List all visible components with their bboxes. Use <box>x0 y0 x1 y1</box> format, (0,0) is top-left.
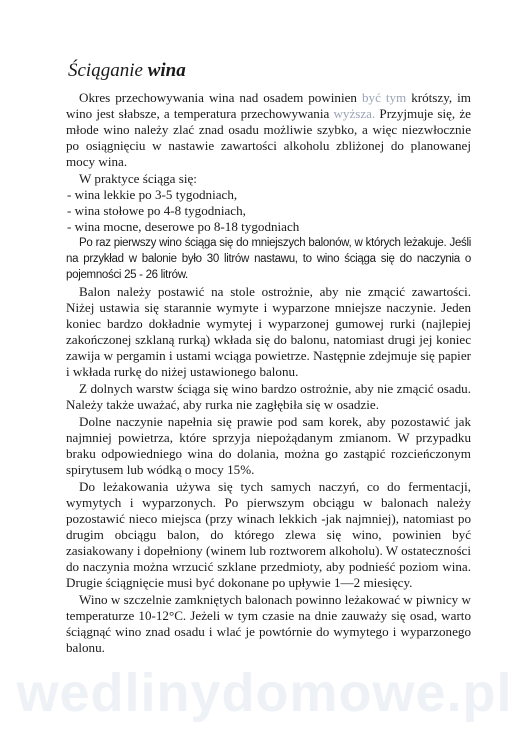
paragraph-5: Z dolnych warstw ściąga się wino bardzo ostrożnie, aby nie zmącić osadu. Należy także uważać, aby rurka nie zagłębiła się w osadzie. <box>66 381 471 412</box>
paragraph-1-text-a: Okres przechowywania wina nad osadem powinien <box>79 90 362 105</box>
paragraph-1 <box>66 90 471 170</box>
heading-part2: wina <box>147 60 186 81</box>
section-heading <box>68 60 186 82</box>
document-body <box>66 90 471 656</box>
paragraph-2: W praktyce ściąga się: <box>79 171 197 186</box>
paragraph-1-highlight-a: być tym <box>361 90 407 105</box>
paragraph-7: Do leżakowania używa się tych samych naczyń, co do fermentacji, wymytych i wyparzonych. Po pierwszym obciągu w balonach należy pozostawić nieco miejsca (przy winach lekkich -jak najmniej), natomiast po drugim obciągu balon, do którego zlewa się wino, powinien być zasiakowany i dopełniony (winem lub roztworem alkoholu). W ostateczności do naczynia można wrzucić szklane przedmioty, aby podnieść poziom wina. Drugie ściągnięcie musi być dokonane po upływie 1—2 miesięcy. <box>66 479 471 590</box>
list-item: - wina mocne, deserowe po 8-18 tygodniach <box>67 219 300 234</box>
paragraph-4: Balon należy postawić na stole ostrożnie, aby nie zmącić zawartości. Niżej ustawia się starannie wymyte i wyparzone mniejsze naczynie. Jeden koniec bardzo dokładnie wymytej i wyparzonej gumowej rurki (najlepiej zakończonej szklaną rurką) wkłada się do balonu, natomiast drugi jej koniec zawija w pergamin i ustami wciąga powietrze. Następnie zdejmuje się papier i wkłada rurkę do niżej ustawionego balonu. <box>66 284 471 379</box>
watermark: wedlinydomowe.pl <box>16 663 513 723</box>
paragraph-8: Wino w szczelnie zamkniętych balonach powinno leżakować w piwnicy w temperaturze 10-12°C. Jeżeli w tym czasie na dnie zauważy się osad, warto ściągnąć wino znad osadu i wlać je powtórnie do wymytego i wyparzonego balonu. <box>66 592 471 655</box>
paragraph-1-text-c: Przyjmuje się, że młode wino należy zlać znad osadu możliwie szybko, a więc niezwłocznie po osiągnięciu w nastawie zawartości alkoholu zbliżonej do planowanej mocy wina. <box>66 106 471 169</box>
paragraph-3: Po raz pierwszy wino ściąga się do mniejszych balonów, w których leżakuje. Jeśli na przykład w balonie było 30 litrów nastawu, to wino ściąga się do naczynia o pojemności 25 - 26 litrów. <box>66 237 471 281</box>
list-item: - wina stołowe po 4-8 tygodniach, <box>67 203 246 218</box>
paragraph-1-text-b: krótszy, im wino jest słabsze, a temperatura przechowywania <box>66 90 471 121</box>
list-item: - wina lekkie po 3-5 tygodniach, <box>67 187 238 202</box>
paragraph-6: Dolne naczynie napełnia się prawie pod sam korek, aby pozostawić jak najmniej powietrza, które sprzyja niepożądanym zmianom. W przypadku braku odpowiedniego wina do dolania, można go zastąpić rozcieńczonym spirytusem lub wódką o mocy 15%. <box>66 414 471 477</box>
heading-part1: Ściąganie <box>68 60 148 81</box>
racking-schedule-list <box>66 187 471 235</box>
paragraph-1-highlight-b: wyższa. <box>333 106 376 121</box>
